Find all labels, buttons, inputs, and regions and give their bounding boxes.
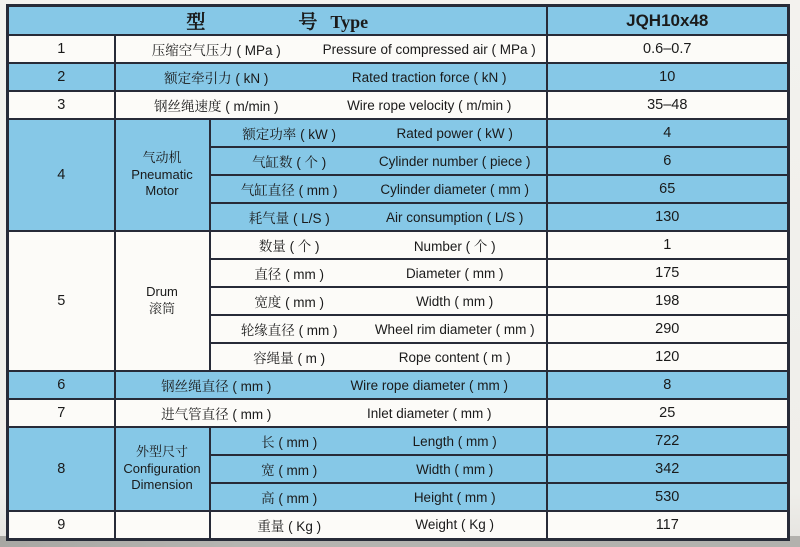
spec-label-en: Number ( 个 ) bbox=[413, 239, 496, 254]
spec-value-cell: 25 bbox=[547, 399, 789, 427]
group-cell-drum bbox=[115, 231, 210, 371]
table-row bbox=[8, 35, 789, 63]
model-cell: JQH10x48 bbox=[547, 6, 789, 36]
table-row bbox=[8, 427, 789, 455]
row-number-cell: 8 bbox=[8, 427, 115, 511]
spec-label-cell bbox=[115, 35, 547, 63]
spec-label-cn: 长 ( mm ) bbox=[261, 435, 318, 450]
spec-value-cell: 35–48 bbox=[547, 91, 789, 119]
row-number-cell: 1 bbox=[8, 35, 115, 63]
spec-value-cell: 198 bbox=[547, 287, 789, 315]
row-number-cell: 3 bbox=[8, 91, 115, 119]
spec-label-cell bbox=[210, 427, 547, 455]
spec-label-cn: 耗气量 ( L/S ) bbox=[248, 211, 330, 226]
row-number-cell: 4 bbox=[8, 119, 115, 231]
spec-label-en: Cylinder diameter ( mm ) bbox=[380, 181, 529, 197]
spec-label-en: Height ( mm ) bbox=[413, 489, 496, 505]
spec-label-en: Cylinder number ( piece ) bbox=[378, 153, 531, 169]
type-title-cn-2: 号 bbox=[298, 12, 319, 33]
spec-label-cell bbox=[210, 315, 547, 343]
row-number-cell: 9 bbox=[8, 511, 115, 539]
row-number-cell: 7 bbox=[8, 399, 115, 427]
group-label-en: Pneumatic Motor bbox=[131, 166, 193, 199]
spec-label-cell bbox=[210, 511, 547, 539]
group-cell-pneumatic-motor bbox=[115, 119, 210, 231]
spec-label-en: Wire rope diameter ( mm ) bbox=[350, 377, 508, 393]
spec-value-cell: 722 bbox=[547, 427, 789, 455]
spec-label-cn: 额定功率 ( kW ) bbox=[242, 127, 337, 142]
group-cell-configuration-dimension bbox=[115, 427, 210, 511]
spec-label-cn: 进气管直径 ( mm ) bbox=[161, 407, 272, 422]
table-row bbox=[8, 91, 789, 119]
table-row bbox=[8, 399, 789, 427]
spec-label-cell bbox=[115, 371, 547, 399]
spec-label-en: Width ( mm ) bbox=[416, 293, 494, 309]
spec-label-cn: 气缸直径 ( mm ) bbox=[240, 183, 338, 198]
spec-label-cn: 额定牵引力 ( kN ) bbox=[164, 71, 269, 86]
spec-label-cn: 压缩空气压力 ( MPa ) bbox=[151, 43, 281, 58]
row-number-cell: 2 bbox=[8, 63, 115, 91]
spec-label-en: Diameter ( mm ) bbox=[405, 265, 504, 281]
row-number-cell: 5 bbox=[8, 231, 115, 371]
spec-label-cn: 直径 ( mm ) bbox=[254, 267, 325, 282]
spec-label-cn: 重量 ( Kg ) bbox=[257, 518, 322, 534]
spec-label-cn: 宽 ( mm ) bbox=[261, 463, 318, 478]
table-row bbox=[8, 63, 789, 91]
spec-label-cn: 宽度 ( mm ) bbox=[254, 295, 325, 310]
spec-label-cn: 钢丝绳直径 ( mm ) bbox=[161, 379, 272, 394]
spec-value-cell: 0.6–0.7 bbox=[547, 35, 789, 63]
group-label-en: Configuration Dimension bbox=[123, 460, 201, 493]
empty-group-cell bbox=[115, 511, 210, 539]
spec-label-en: Rated power ( kW ) bbox=[396, 125, 513, 141]
spec-label-cn: 钢丝绳速度 ( m/min ) bbox=[153, 99, 279, 114]
spec-label-cn: 高 ( mm ) bbox=[261, 491, 318, 506]
row-number-cell: 6 bbox=[8, 371, 115, 399]
spec-value-cell: 342 bbox=[547, 455, 789, 483]
spec-value-cell: 117 bbox=[547, 511, 789, 539]
spec-label-cell bbox=[115, 63, 547, 91]
spec-label-en: Rated traction force ( kN ) bbox=[351, 69, 507, 85]
type-title-cn-1: 型 bbox=[186, 12, 207, 33]
type-title-en: Type bbox=[330, 12, 369, 32]
type-header-cell bbox=[8, 6, 547, 36]
spec-value-cell: 10 bbox=[547, 63, 789, 91]
spec-table bbox=[6, 4, 790, 541]
group-label-cn: 滚筒 bbox=[148, 301, 175, 316]
table-row bbox=[8, 371, 789, 399]
spec-value-cell: 1 bbox=[547, 231, 789, 259]
spec-label-cell bbox=[210, 231, 547, 259]
spec-value-cell: 175 bbox=[547, 259, 789, 287]
spec-label-en: Weight ( Kg ) bbox=[415, 517, 494, 533]
spec-value-cell: 120 bbox=[547, 343, 789, 371]
spec-label-en: Rope content ( m ) bbox=[398, 349, 511, 365]
spec-label-cn: 轮缘直径 ( mm ) bbox=[240, 323, 338, 338]
spec-value-cell: 8 bbox=[547, 371, 789, 399]
spec-label-en: Length ( mm ) bbox=[412, 433, 497, 449]
spec-label-cn: 气缸数 ( 个 ) bbox=[252, 155, 327, 170]
spec-label-en: Width ( mm ) bbox=[416, 461, 494, 477]
spec-label-cell bbox=[115, 399, 547, 427]
spec-label-en: Pressure of compressed air ( MPa ) bbox=[322, 41, 536, 57]
spec-label-cn: 数量 ( 个 ) bbox=[258, 239, 320, 254]
spec-label-cell bbox=[115, 91, 547, 119]
group-label-en: Drum bbox=[146, 284, 178, 300]
group-label-cn: 气动机 bbox=[142, 149, 182, 165]
spec-value-cell: 65 bbox=[547, 175, 789, 203]
group-label-cn: 外型尺寸 bbox=[135, 443, 188, 459]
spec-label-en: Wire rope velocity ( m/min ) bbox=[347, 97, 512, 113]
spec-value-cell: 130 bbox=[547, 203, 789, 231]
spec-label-cell bbox=[210, 343, 547, 371]
spec-label-en: Inlet diameter ( mm ) bbox=[366, 405, 492, 421]
spec-label-cell bbox=[210, 483, 547, 511]
spec-value-cell: 6 bbox=[547, 147, 789, 175]
spec-label-cell bbox=[210, 119, 547, 147]
spec-value-cell: 530 bbox=[547, 483, 789, 511]
table-row bbox=[8, 511, 789, 539]
spec-label-en: Wheel rim diameter ( mm ) bbox=[374, 321, 535, 337]
spec-label-cell bbox=[210, 147, 547, 175]
spec-label-cell bbox=[210, 259, 547, 287]
spec-label-cell bbox=[210, 175, 547, 203]
spec-label-cell bbox=[210, 455, 547, 483]
table-row bbox=[8, 231, 789, 259]
spec-value-cell: 290 bbox=[547, 315, 789, 343]
spec-value-cell: 4 bbox=[547, 119, 789, 147]
spec-label-en: Air consumption ( L/S ) bbox=[386, 209, 524, 225]
table-header-row bbox=[8, 6, 789, 36]
spec-label-cell bbox=[210, 203, 547, 231]
spec-label-cell bbox=[210, 287, 547, 315]
table-row bbox=[8, 119, 789, 147]
spec-label-cn: 容绳量 ( m ) bbox=[253, 351, 326, 366]
